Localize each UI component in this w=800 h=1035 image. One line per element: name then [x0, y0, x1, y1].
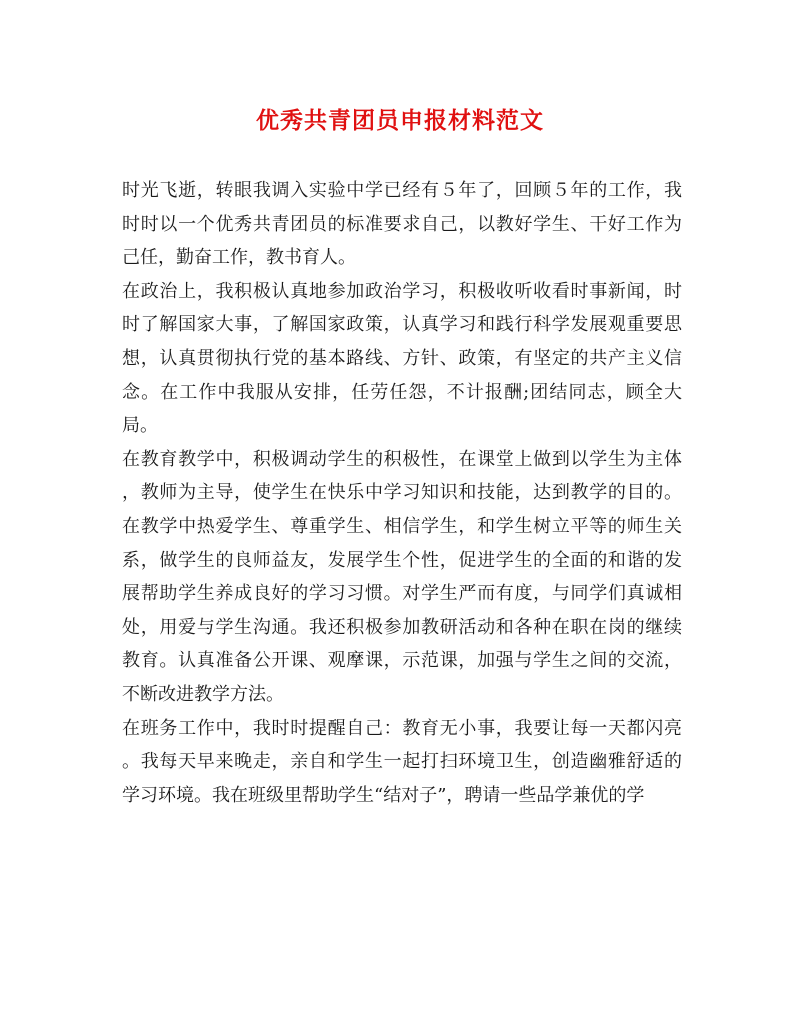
paragraph: [122, 174, 682, 275]
text-line: ，教师为主导，使学生在快乐中学习知识和技能，达到教学的目的。: [122, 482, 682, 504]
text-line: 处，用爱与学生沟通。我还积极参加教研活动和各种在职在岗的继续: [122, 616, 682, 638]
text-line: 系，做学生的良师益友，发展学生个性，促进学生的全面的和谐的发: [122, 549, 682, 571]
document-body: [122, 174, 682, 812]
text-line: 局。: [122, 415, 158, 437]
text-line: 在教育教学中，积极调动学生的积极性，在课堂上做到以学生为主体: [122, 448, 682, 470]
text-line: 想，认真贯彻执行党的基本路线、方针、政策，有坚定的共产主义信: [122, 347, 682, 369]
paragraph: [122, 712, 682, 813]
text-line: 展帮助学生养成良好的学习习惯。对学生严而有度，与同学们真诚相: [122, 583, 682, 605]
text-line: 。我每天早来晚走，亲自和学生一起打扫环境卫生，创造幽雅舒适的: [122, 751, 682, 773]
text-line: 学习环境。我在班级里帮助学生“结对子”，聘请一些品学兼优的学: [122, 784, 645, 806]
text-line: 己任，勤奋工作，教书育人。: [122, 247, 356, 269]
text-line: 在教学中热爱学生、尊重学生、相信学生，和学生树立平等的师生关: [122, 515, 682, 537]
text-line: 不断改进教学方法。: [122, 683, 284, 705]
text-line: 时了解国家大事，了解国家政策，认真学习和践行科学发展观重要思: [122, 314, 682, 336]
text-line: 教育。认真准备公开课、观摩课，示范课，加强与学生之间的交流，: [122, 650, 682, 672]
text-line: 时光飞逝，转眼我调入实验中学已经有５年了，回顾５年的工作，我: [122, 180, 682, 201]
paragraph: [122, 443, 682, 712]
text-line: 在班务工作中，我时时提醒自己：教育无小事，我要让每一天都闪亮: [122, 717, 682, 739]
document-title: 优秀共青团员申报材料范文: [256, 107, 544, 134]
paragraph: [122, 275, 682, 443]
text-line: 在政治上，我积极认真地参加政治学习，积极收听收看时事新闻，时: [122, 280, 682, 302]
text-line: 念。在工作中我服从安排，任劳任怨，不计报酬;团结同志，顾全大: [122, 381, 682, 403]
text-line: 时时以一个优秀共青团员的标准要求自己，以教好学生、干好工作为: [122, 213, 682, 235]
